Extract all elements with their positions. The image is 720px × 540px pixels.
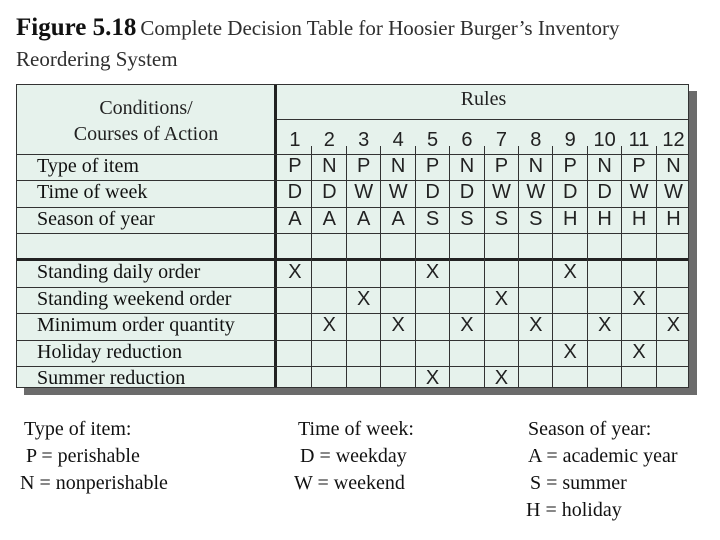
decision-table [16, 84, 689, 388]
legend-time-of-week [294, 416, 414, 497]
action-cell: X [391, 314, 405, 336]
rule-number: 5 [426, 129, 439, 151]
condition-label: Time of week [37, 181, 148, 203]
condition-cell: W [526, 181, 546, 203]
action-cell: X [632, 288, 646, 310]
action-cell: X [322, 314, 336, 336]
condition-cell: P [494, 155, 509, 177]
condition-cell: W [388, 181, 408, 203]
action-cell: X [357, 288, 371, 310]
condition-cell: P [425, 155, 440, 177]
legend-title: Season of year: [528, 418, 652, 440]
rule-number: 8 [530, 129, 542, 151]
condition-label: Type of item [37, 155, 139, 177]
condition-cell: S [529, 208, 543, 230]
condition-cell: A [288, 208, 302, 230]
condition-cell: N [597, 155, 612, 177]
action-cell: X [563, 341, 577, 363]
action-label: Summer reduction [37, 367, 186, 389]
rule-number: 9 [564, 129, 576, 151]
condition-cell: D [425, 181, 440, 203]
condition-cell: H [631, 208, 647, 230]
condition-cell: D [563, 181, 578, 203]
conditions-header-line1: Conditions/ [99, 97, 193, 119]
condition-cell: W [491, 181, 511, 203]
condition-cell: S [460, 208, 474, 230]
action-cell: X [425, 261, 440, 283]
condition-cell: N [666, 155, 681, 177]
legend-entry: A = academic year [528, 445, 678, 467]
legend-entry: S = summer [530, 472, 627, 494]
action-cell: X [425, 367, 440, 389]
condition-cell: N [390, 155, 406, 177]
action-cell: X [288, 261, 302, 283]
condition-cell: N [322, 155, 337, 177]
rule-number: 3 [358, 129, 370, 151]
condition-cell: S [425, 208, 440, 230]
condition-cell: W [629, 181, 649, 203]
figure-title-line2: Reordering System [16, 47, 178, 71]
action-label: Standing daily order [37, 261, 201, 283]
condition-cell: D [597, 181, 612, 203]
condition-cell: D [287, 181, 303, 203]
condition-cell: P [288, 155, 302, 177]
condition-cell: H [597, 208, 612, 230]
condition-cell: P [632, 155, 646, 177]
rule-number: 4 [392, 129, 404, 151]
action-cell: X [597, 314, 612, 336]
condition-cell: A [357, 208, 371, 230]
condition-cell: S [494, 208, 509, 230]
legend-entry: H = holiday [526, 499, 622, 521]
figure-caption [16, 14, 706, 76]
conditions-header-line2: Courses of Action [73, 123, 219, 145]
condition-cell: D [459, 181, 475, 203]
condition-cell: P [357, 155, 371, 177]
action-label: Holiday reduction [37, 341, 182, 363]
action-label: Minimum order quantity [37, 314, 235, 336]
rule-number: 2 [323, 129, 335, 151]
rule-number: 10 [593, 129, 616, 151]
action-cell: X [632, 341, 646, 363]
condition-cell: H [563, 208, 578, 230]
condition-cell: N [459, 155, 475, 177]
legend-title: Time of week: [298, 418, 414, 440]
figure-title-line1: Complete Decision Table for Hoosier Burger’s Inventory [140, 16, 620, 40]
conditions-header [17, 95, 275, 147]
action-cell: X [494, 367, 509, 389]
action-cell: X [494, 288, 509, 310]
rule-number: 7 [495, 129, 507, 151]
rule-number: 12 [662, 129, 685, 151]
rule-number: 6 [461, 129, 473, 151]
action-cell: X [460, 314, 474, 336]
rule-number: 1 [289, 129, 301, 151]
rules-header: Rules [460, 88, 507, 110]
legend-entry: N = nonperishable [20, 472, 168, 494]
action-cell: X [529, 314, 543, 336]
rules-header-divider [277, 119, 688, 120]
condition-cell: D [322, 181, 337, 203]
action-cell: X [563, 261, 577, 283]
legend-entry: D = weekday [300, 445, 407, 467]
figure-label: Figure 5.18 [16, 14, 137, 41]
rule-number: 11 [628, 129, 650, 151]
legend-entry: P = perishable [26, 445, 140, 467]
condition-label: Season of year [37, 208, 155, 230]
condition-cell: W [354, 181, 374, 203]
legend-season-of-year [528, 416, 678, 524]
legend-entry: W = weekend [294, 472, 405, 494]
condition-cell: A [322, 208, 336, 230]
condition-cell: A [391, 208, 405, 230]
action-label: Standing weekend order [37, 288, 232, 310]
legend-type-of-item [20, 416, 168, 497]
condition-cell: H [666, 208, 681, 230]
condition-cell: N [528, 155, 544, 177]
action-cell: X [666, 314, 681, 336]
condition-cell: P [563, 155, 577, 177]
legend-title: Type of item: [24, 418, 132, 440]
condition-cell: W [664, 181, 683, 203]
